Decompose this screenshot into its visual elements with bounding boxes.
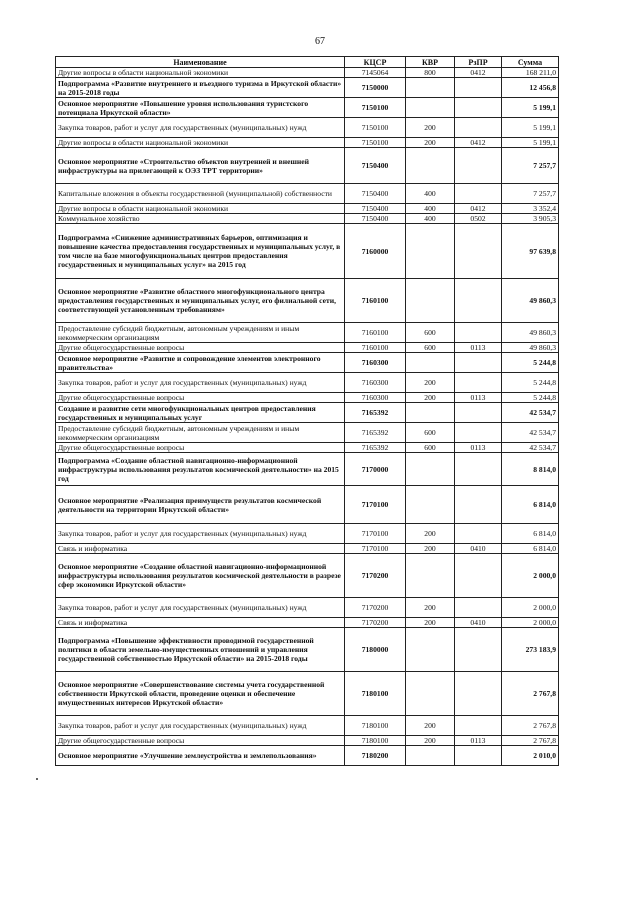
row-rzpr: 0113 [455,393,502,403]
row-rzpr [455,403,502,423]
table-row [56,716,559,736]
row-kcsr: 7150100 [345,138,406,148]
row-name: Подпрограмма «Повышение эффективности проводимой государственной политики в области земельно-имущественных отношений и управления государственной собственностью Иркутской области» на 2015-2018 годы [56,628,345,672]
table-row [56,78,559,98]
table-row [56,224,559,279]
row-rzpr [455,746,502,766]
row-sum: 273 183,9 [502,628,559,672]
row-rzpr [455,672,502,716]
row-rzpr [455,184,502,204]
table-row [56,138,559,148]
row-rzpr: 0113 [455,736,502,746]
row-kvr [406,628,455,672]
row-kvr [406,746,455,766]
row-name: Закупка товаров, работ и услуг для государственных (муниципальных) нужд [56,118,345,138]
row-name: Закупка товаров, работ и услуг для государственных (муниципальных) нужд [56,373,345,393]
row-rzpr: 0412 [455,138,502,148]
row-rzpr [455,224,502,279]
row-kvr: 400 [406,204,455,214]
row-kcsr: 7165392 [345,403,406,423]
row-kcsr: 7160300 [345,373,406,393]
row-rzpr [455,598,502,618]
row-rzpr [455,554,502,598]
row-kcsr: 7150000 [345,78,406,98]
row-name: Подпрограмма «Снижение административных барьеров, оптимизация и повышение качества предоставления государственных и муниципальных услуг, в том числе на базе многофункциональных центров предоставления государственных и муниципальных услуг» на 2015 год [56,224,345,279]
row-name: Капитальные вложения в объекты государственной (муниципальной) собственности [56,184,345,204]
table-row [56,403,559,423]
table-row [56,214,559,224]
table-row [56,323,559,343]
row-kcsr: 7180100 [345,672,406,716]
table-row [56,453,559,486]
row-name: Другие вопросы в области национальной экономики [56,68,345,78]
row-kcsr: 7160100 [345,343,406,353]
row-rzpr [455,78,502,98]
row-kvr [406,98,455,118]
row-kvr: 200 [406,373,455,393]
header-rzpr: РзПР [455,57,502,68]
row-sum: 5 244,8 [502,373,559,393]
row-kvr [406,486,455,524]
table-row [56,672,559,716]
row-sum: 5 199,1 [502,118,559,138]
row-name: Другие вопросы в области национальной экономики [56,204,345,214]
row-sum: 2 767,8 [502,672,559,716]
row-kcsr: 7145064 [345,68,406,78]
header-kcsr: КЦСР [345,57,406,68]
table-row [56,423,559,443]
row-name: Основное мероприятие «Развитие областного многофункционального центра предоставления государственных и муниципальных услуг, его филиальной сети, соответствующей установленным требованиям» [56,279,345,323]
row-rzpr [455,716,502,736]
row-sum: 7 257,7 [502,184,559,204]
row-name: Основное мероприятие «Развитие и сопровождение элементов электронного правительства» [56,353,345,373]
row-name: Связь и информатика [56,618,345,628]
row-kcsr: 7160100 [345,323,406,343]
row-kvr [406,148,455,184]
header-kvr: КВР [406,57,455,68]
row-rzpr [455,323,502,343]
row-kvr [406,403,455,423]
row-rzpr [455,373,502,393]
row-kcsr: 7170200 [345,618,406,628]
row-kvr: 200 [406,118,455,138]
row-rzpr: 0412 [455,204,502,214]
row-name: Основное мероприятие «Создание областной навигационно-информационной инфраструктуры использования результатов космической деятельности в разрезе сфер экономики Иркутской области» [56,554,345,598]
table-row [56,98,559,118]
row-rzpr [455,279,502,323]
row-rzpr [455,148,502,184]
row-kcsr: 7165392 [345,443,406,453]
row-sum: 8 814,0 [502,453,559,486]
row-rzpr [455,628,502,672]
row-kcsr: 7170200 [345,554,406,598]
row-kcsr: 7165392 [345,423,406,443]
row-kcsr: 7160300 [345,393,406,403]
table-row [56,343,559,353]
row-kvr: 800 [406,68,455,78]
table-row [56,353,559,373]
row-kvr: 200 [406,138,455,148]
row-rzpr: 0410 [455,544,502,554]
row-sum: 7 257,7 [502,148,559,184]
table-row [56,184,559,204]
row-rzpr [455,486,502,524]
scan-speck [36,778,38,780]
row-name: Другие общегосударственные вопросы [56,736,345,746]
row-name: Основное мероприятие «Строительство объектов внутренней и внешней инфраструктуры на прилегающей к ОЭЗ ТРТ территории» [56,148,345,184]
row-kcsr: 7150400 [345,214,406,224]
row-kcsr: 7150100 [345,118,406,138]
header-name: Наименование [56,57,345,68]
table-row [56,393,559,403]
row-sum: 6 814,0 [502,524,559,544]
table-row [56,443,559,453]
table-row [56,544,559,554]
row-sum: 12 456,8 [502,78,559,98]
row-sum: 6 814,0 [502,486,559,524]
table-row [56,598,559,618]
row-sum: 49 860,3 [502,279,559,323]
row-sum: 2 767,8 [502,716,559,736]
row-kvr [406,554,455,598]
row-kvr: 600 [406,423,455,443]
row-kvr: 600 [406,323,455,343]
row-kcsr: 7180100 [345,716,406,736]
row-kvr [406,353,455,373]
row-kvr: 400 [406,184,455,204]
row-name: Основное мероприятие «Совершенствование системы учета государственной собственности Иркутской области, проведение оценки и обеспечение имущественных интересов Иркутской области» [56,672,345,716]
row-sum: 2 000,0 [502,554,559,598]
row-sum: 168 211,0 [502,68,559,78]
row-kvr [406,78,455,98]
table-row [56,628,559,672]
row-name: Связь и информатика [56,544,345,554]
row-kcsr: 7160000 [345,224,406,279]
row-rzpr: 0412 [455,68,502,78]
row-kcsr: 7160100 [345,279,406,323]
row-sum: 42 534,7 [502,423,559,443]
row-kvr: 200 [406,716,455,736]
header-sum: Сумма [502,57,559,68]
row-sum: 3 905,3 [502,214,559,224]
row-kvr: 600 [406,343,455,353]
row-kvr: 200 [406,736,455,746]
row-kvr: 200 [406,618,455,628]
row-name: Предоставление субсидий бюджетным, автономным учреждениям и иным некоммерческим организациям [56,423,345,443]
row-kcsr: 7170000 [345,453,406,486]
row-kvr: 200 [406,598,455,618]
table-row [56,736,559,746]
table-row [56,118,559,138]
row-kvr [406,672,455,716]
row-sum: 3 352,4 [502,204,559,214]
table-row [56,524,559,544]
row-rzpr: 0113 [455,343,502,353]
row-sum: 2 000,0 [502,618,559,628]
row-name: Закупка товаров, работ и услуг для государственных (муниципальных) нужд [56,598,345,618]
row-kcsr: 7180000 [345,628,406,672]
row-rzpr [455,423,502,443]
row-kcsr: 7150100 [345,98,406,118]
row-sum: 5 199,1 [502,138,559,148]
row-kcsr: 7180200 [345,746,406,766]
row-rzpr: 0113 [455,443,502,453]
row-name: Основное мероприятие «Улучшение землеустройства и землепользования» [56,746,345,766]
budget-table [55,56,559,766]
row-sum: 6 814,0 [502,544,559,554]
row-sum: 42 534,7 [502,443,559,453]
row-kcsr: 7150400 [345,148,406,184]
row-kcsr: 7180100 [345,736,406,746]
row-name: Предоставление субсидий бюджетным, автономным учреждениям и иным некоммерческим организациям [56,323,345,343]
row-kvr: 400 [406,214,455,224]
row-rzpr [455,524,502,544]
row-kcsr: 7160300 [345,353,406,373]
row-name: Подпрограмма «Создание областной навигационно-информационной инфраструктуры использования результатов космической деятельности» на 2015 год [56,453,345,486]
row-name: Основное мероприятие «Реализация преимуществ результатов космической деятельности на территории Иркутской области» [56,486,345,524]
table-row [56,554,559,598]
row-name: Другие общегосударственные вопросы [56,343,345,353]
row-name: Закупка товаров, работ и услуг для государственных (муниципальных) нужд [56,716,345,736]
row-sum: 97 639,8 [502,224,559,279]
row-sum: 2 010,0 [502,746,559,766]
row-sum: 49 860,3 [502,323,559,343]
row-name: Создание и развитие сети многофункциональных центров предоставления государственных и муниципальных услуг [56,403,345,423]
row-name: Подпрограмма «Развитие внутреннего и въездного туризма в Иркутской области» на 2015-2018 годы [56,78,345,98]
row-name: Закупка товаров, работ и услуг для государственных (муниципальных) нужд [56,524,345,544]
row-rzpr [455,118,502,138]
row-rzpr [455,453,502,486]
table-row [56,486,559,524]
row-sum: 5 244,8 [502,353,559,373]
table-row [56,204,559,214]
header-row [56,57,559,68]
row-kcsr: 7170200 [345,598,406,618]
row-sum: 49 860,3 [502,343,559,353]
table-row [56,373,559,393]
page-number: 67 [315,36,325,47]
table-row [56,68,559,78]
row-kvr [406,453,455,486]
row-rzpr [455,353,502,373]
row-name: Другие вопросы в области национальной экономики [56,138,345,148]
row-kvr: 600 [406,443,455,453]
row-kcsr: 7170100 [345,486,406,524]
row-sum: 5 244,8 [502,393,559,403]
row-kcsr: 7170100 [345,544,406,554]
row-kcsr: 7150400 [345,184,406,204]
row-name: Основное мероприятие «Повышение уровня использования туристского потенциала Иркутской области» [56,98,345,118]
table-row [56,148,559,184]
row-sum: 2 000,0 [502,598,559,618]
table-row [56,746,559,766]
table-row [56,279,559,323]
row-kvr: 200 [406,393,455,403]
row-kvr [406,224,455,279]
row-name: Другие общегосударственные вопросы [56,393,345,403]
row-rzpr: 0502 [455,214,502,224]
row-name: Другие общегосударственные вопросы [56,443,345,453]
row-rzpr: 0410 [455,618,502,628]
row-sum: 5 199,1 [502,98,559,118]
row-kvr: 200 [406,544,455,554]
row-sum: 42 534,7 [502,403,559,423]
row-kvr [406,279,455,323]
row-sum: 2 767,8 [502,736,559,746]
row-name: Коммунальное хозяйство [56,214,345,224]
row-kvr: 200 [406,524,455,544]
table-row [56,618,559,628]
row-kcsr: 7170100 [345,524,406,544]
row-rzpr [455,98,502,118]
row-kcsr: 7150400 [345,204,406,214]
